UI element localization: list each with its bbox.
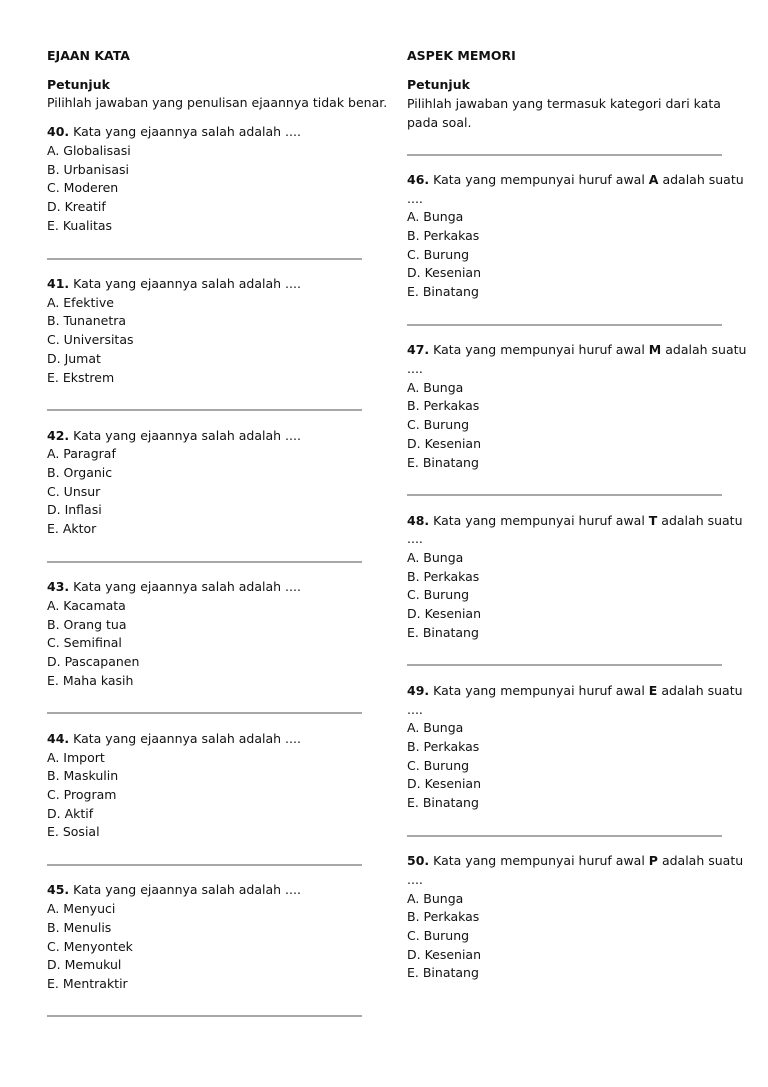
question-stem bbox=[47, 427, 301, 445]
option-e: E. Binatang bbox=[407, 284, 479, 299]
option-d: D. Kesenian bbox=[407, 776, 482, 791]
question-text: Kata yang ejaannya salah adalah .... bbox=[69, 428, 301, 443]
question-text: Kata yang mempunyai huruf awal bbox=[429, 853, 649, 868]
question-letter: M bbox=[648, 342, 662, 357]
option-c: C. Program bbox=[47, 787, 117, 802]
divider bbox=[407, 835, 722, 837]
option-e: E. Binatang bbox=[407, 625, 479, 640]
question-letter: A bbox=[648, 172, 659, 187]
question-number: 46. bbox=[407, 172, 430, 187]
question-stem bbox=[47, 578, 301, 596]
question-text: Kata yang ejaannya salah adalah .... bbox=[69, 579, 301, 594]
option-c: C. Burung bbox=[407, 417, 470, 432]
option-a: A. Paragraf bbox=[47, 446, 116, 461]
divider bbox=[47, 561, 362, 563]
option-d: D. Kreatif bbox=[47, 199, 106, 214]
option-a: A. Bunga bbox=[407, 550, 464, 565]
option-b: B. Perkakas bbox=[407, 739, 480, 754]
option-a: A. Bunga bbox=[407, 209, 464, 224]
question-continuation: .... bbox=[407, 361, 423, 376]
instruction-text: Pilihlah jawaban yang penulisan ejaannya tidak benar. bbox=[47, 95, 388, 110]
question-number: 48. bbox=[407, 513, 430, 528]
question-text: Kata yang ejaannya salah adalah .... bbox=[69, 882, 301, 897]
divider bbox=[407, 664, 722, 666]
option-a: A. Bunga bbox=[407, 891, 464, 906]
question-text-end: adalah suatu bbox=[657, 513, 743, 528]
question-stem bbox=[407, 341, 746, 359]
question-number: 49. bbox=[407, 683, 430, 698]
option-c: C. Moderen bbox=[47, 180, 119, 195]
divider bbox=[47, 864, 362, 866]
option-b: B. Tunanetra bbox=[47, 313, 127, 328]
option-c: C. Semifinal bbox=[47, 635, 122, 650]
option-b: B. Perkakas bbox=[407, 569, 480, 584]
question-letter: P bbox=[648, 853, 658, 868]
question-letter: T bbox=[648, 513, 658, 528]
option-a: A. Bunga bbox=[407, 720, 464, 735]
option-e: E. Binatang bbox=[407, 965, 479, 980]
option-d: D. Kesenian bbox=[407, 606, 482, 621]
instruction-text: Pilihlah jawaban yang termasuk kategori dari kata pada soal. bbox=[407, 96, 721, 130]
option-b: B. Perkakas bbox=[407, 398, 480, 413]
option-c: C. Burung bbox=[407, 247, 470, 262]
option-e: E. Ekstrem bbox=[47, 370, 115, 385]
question-text: Kata yang ejaannya salah adalah .... bbox=[69, 731, 301, 746]
question-continuation: .... bbox=[407, 702, 423, 717]
question-text-end: adalah suatu bbox=[658, 172, 744, 187]
divider bbox=[47, 1015, 362, 1017]
option-a: A. Globalisasi bbox=[47, 143, 131, 158]
instruction-label: Petunjuk bbox=[407, 77, 470, 92]
question-stem bbox=[407, 852, 743, 870]
question-text: Kata yang mempunyai huruf awal bbox=[429, 172, 649, 187]
question-number: 41. bbox=[47, 276, 70, 291]
question-number: 47. bbox=[407, 342, 430, 357]
question-number: 45. bbox=[47, 882, 70, 897]
option-e: E. Sosial bbox=[47, 824, 100, 839]
divider bbox=[47, 712, 362, 714]
question-text-end: adalah suatu bbox=[657, 683, 743, 698]
question-continuation: .... bbox=[407, 872, 423, 887]
question-stem bbox=[47, 275, 301, 293]
question-text: Kata yang ejaannya salah adalah .... bbox=[69, 124, 301, 139]
question-text: Kata yang mempunyai huruf awal bbox=[429, 342, 649, 357]
option-d: D. Kesenian bbox=[407, 436, 482, 451]
option-e: E. Binatang bbox=[407, 795, 479, 810]
question-letter: E bbox=[648, 683, 658, 698]
divider bbox=[407, 494, 722, 496]
question-continuation: .... bbox=[407, 531, 423, 546]
option-d: D. Kesenian bbox=[407, 947, 482, 962]
question-stem bbox=[47, 881, 301, 899]
option-b: B. Urbanisasi bbox=[47, 162, 129, 177]
section-title: EJAAN KATA bbox=[47, 48, 130, 63]
question-stem bbox=[407, 512, 743, 530]
question-number: 50. bbox=[407, 853, 430, 868]
option-b: B. Organic bbox=[47, 465, 113, 480]
option-c: C. Menyontek bbox=[47, 939, 133, 954]
question-text-end: adalah suatu bbox=[661, 342, 747, 357]
question-stem bbox=[407, 171, 744, 189]
option-a: A. Bunga bbox=[407, 380, 464, 395]
option-c: C. Burung bbox=[407, 758, 470, 773]
question-number: 44. bbox=[47, 731, 70, 746]
option-c: C. Unsur bbox=[47, 484, 101, 499]
option-b: B. Orang tua bbox=[47, 617, 127, 632]
option-d: D. Aktif bbox=[47, 806, 94, 821]
option-c: C. Universitas bbox=[47, 332, 134, 347]
divider bbox=[407, 324, 722, 326]
option-c: C. Burung bbox=[407, 928, 470, 943]
option-b: B. Menulis bbox=[47, 920, 112, 935]
option-b: B. Perkakas bbox=[407, 228, 480, 243]
option-a: A. Kacamata bbox=[47, 598, 126, 613]
option-c: C. Burung bbox=[407, 587, 470, 602]
option-a: A. Menyuci bbox=[47, 901, 116, 916]
option-d: D. Kesenian bbox=[407, 265, 482, 280]
question-number: 40. bbox=[47, 124, 70, 139]
question-number: 43. bbox=[47, 579, 70, 594]
option-d: D. Jumat bbox=[47, 351, 101, 366]
question-continuation: .... bbox=[407, 191, 423, 206]
option-a: A. Efektive bbox=[47, 295, 114, 310]
option-e: E. Binatang bbox=[407, 455, 479, 470]
question-text: Kata yang ejaannya salah adalah .... bbox=[69, 276, 301, 291]
divider bbox=[47, 409, 362, 411]
question-number: 42. bbox=[47, 428, 70, 443]
option-d: D. Inflasi bbox=[47, 502, 102, 517]
question-text-end: adalah suatu bbox=[657, 853, 744, 868]
option-d: D. Pascapanen bbox=[47, 654, 140, 669]
question-text: Kata yang mempunyai huruf awal bbox=[429, 683, 649, 698]
option-e: E. Mentraktir bbox=[47, 976, 128, 991]
section-title: ASPEK MEMORI bbox=[407, 48, 516, 63]
option-e: E. Kualitas bbox=[47, 218, 113, 233]
question-stem bbox=[47, 730, 301, 748]
divider bbox=[47, 258, 362, 260]
question-text: Kata yang mempunyai huruf awal bbox=[429, 513, 649, 528]
option-e: E. Aktor bbox=[47, 521, 97, 536]
option-a: A. Import bbox=[47, 750, 105, 765]
question-stem bbox=[407, 682, 743, 700]
option-b: B. Perkakas bbox=[407, 909, 480, 924]
instruction-label: Petunjuk bbox=[47, 77, 110, 92]
option-d: D. Memukul bbox=[47, 957, 122, 972]
divider bbox=[407, 154, 722, 156]
question-stem bbox=[47, 123, 301, 141]
option-b: B. Maskulin bbox=[47, 768, 119, 783]
option-e: E. Maha kasih bbox=[47, 673, 134, 688]
